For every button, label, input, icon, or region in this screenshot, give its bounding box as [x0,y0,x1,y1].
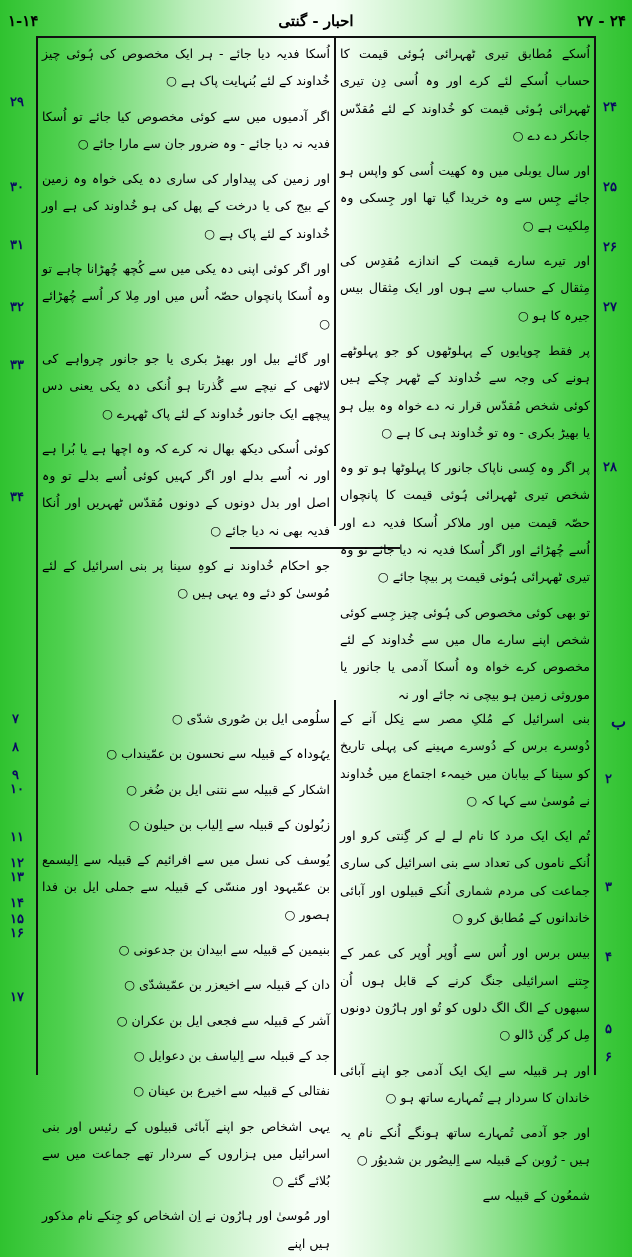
verse-number: ۱۳ [10,870,24,885]
verse-text: جو احکام خُداوند نے کوہِ سینا پر بنی اسرائیل کے لئے مُوسیٰ کو دئے وہ یہی ہیں ○ [42,558,330,601]
left-chapter-ref: ۱-۱۴ [8,12,39,30]
verse-number: ۲۶ [603,240,617,255]
verse-text: زبُولون کے قبیلہ سے اِلیاب بن حیلون ○ [128,816,330,832]
verse-text: پر اگر وہ کِسی ناپاک جانور کا پہلوٹھا ہو تو وہ شخص تیری ٹھہرائی ہُوئی قیمت کا پانچواں حصّہ قیمت میں اور ملاکر اُسکا فدیہ دے اور اُسے چُھڑائے اور اگر اُسکا فدیہ نہ دیا جائے تو وہ تیری ٹھہرائی ہُوئی قیمت پر بیچا جائے ○ [340,460,590,585]
verse-text: یہی اشخاص جو اپنے آبائی قبیلوں کے رئیس اور بنی اسرائیل میں ہزاروں کے سردار تھے جماعت میں سے بُلائے گئے ○ [42,1118,330,1189]
book-title: احبار - گنتی [278,12,354,30]
verse-text: اور مُوسیٰ اور ہارُون نے اِن اشخاص کو جِنکے نام مذکور ہیں اپنے [42,1208,330,1251]
verse-number: ۳۳ [10,358,24,373]
section-mark: ب [610,712,626,731]
verse-text: اور اگر کوئی اپنی دہ یکی میں سے کُچھ چُھڑانا چاہے تو وہ اُسکا پانچواں حصّہ اُس میں اور مِلا کر اُسے چُھڑائے ○ [42,261,330,331]
bottom-right-column [340,705,590,1203]
verse-number: ۳ [605,880,612,895]
verse-text: اُسکے مُطابق تیری ٹھہرائی ہُوئی قیمت کا حساب اُسکے لئے کرے اور وہ اُسی دِن تیری ٹھہرائی ہُوئی قیمت کو خُداوند کے لئے مُقدّس جانکر دے دے ○ [340,46,590,143]
verse-text: شمعُون کے قبیلہ سے [482,1187,590,1203]
verse-number: ۲۹ [10,95,24,110]
header-rule [36,36,596,38]
verse-number: ۱۰ [10,782,24,797]
left-margin-rule [36,36,38,1075]
verse-number: ۲۷ [603,300,617,315]
verse-text: سلُومی ایل بن صُوری شدّی ○ [171,711,330,726]
right-chapter-ref: ۲۷ - ۲۴ [577,12,626,30]
center-column-rule-top [334,36,336,526]
verse-number: ۱۶ [10,926,24,941]
verse-text: اور تیرے سارے قیمت کے اندازے مُقدِس کی مِثقال کے حساب سے ہوں اور ایک مِثقال بیس جیرہ کا ہو ○ [340,253,590,323]
top-right-column [340,40,590,702]
verse-number: ۱۲ [10,856,24,871]
verse-text: اُسکا فدیہ دیا جائے - ہر ایک مخصوص کی ہُوئی چیز خُداوند کے لئے بُنہایت پاک ہے ○ [42,46,330,89]
verse-number: ۷ [12,712,19,727]
verse-number: ۲ [605,772,612,787]
verse-number: ۳۴ [10,490,24,505]
verse-number: ۶ [605,1050,612,1065]
verse-text: اور سال یوبلی میں وہ کھیت اُسی کو واپس ہو جائے جِس سے وہ خریدا گیا تھا اور جِسکی وہ مِلکیت ہے ○ [340,163,590,233]
verse-text: اگر آدمیوں میں سے کوئی مخصوص کیا جائے تو اُسکا فدیہ نہ دیا جائے - وہ ضرور جان سے مارا جائے ○ [42,108,330,151]
verse-text: نفتالی کے قبیلہ سے اخیرع بن عینان ○ [133,1083,330,1099]
bottom-left-column [42,705,330,1251]
verse-text: پر فقط چوپایوں کے پہلوٹھوں کو جو پہلوٹھے ہونے کی وجہ سے خُداوند کے ٹھہر چکے ہیں کوئی شخص مُقدّس قرار نہ دے خواہ وہ بیل ہو یا بھیڑ بکری - وہ تو خُداوند ہی کا ہے ○ [340,342,590,440]
right-margin-rule [594,36,596,1075]
verse-number: ۴ [605,950,612,965]
verse-number: ۳۲ [10,300,24,315]
verse-number: ۱۵ [10,912,24,927]
verse-text: بنی اسرائیل کے مُلکِ مصر سے نِکل آنے کے دُوسرے برس کے دُوسرے مہینے کی پہلی تاریخ کو سینا کے بیابان میں خیمہء اجتماع میں خُداوند نے مُوسیٰ سے کہا کہ ○ [340,711,590,808]
verse-number: ۱۴ [10,896,24,911]
verse-text: آشر کے قبیلہ سے فجعی ایل بن عکران ○ [116,1012,330,1028]
verse-text: اشکار کے قبیلہ سے نتنی ایل بن ضُغر ○ [126,781,330,797]
verse-text: اور گائے بیل اور بھیڑ بکری یا جو جانور چرواہے کی لاٹھی کے نیچے سے گُذرتا ہو اُنکی دہ یکی یعنی دس پیچھے ایک جانور خُداوند کے لئے پاک ٹھہرے ○ [42,350,330,421]
center-column-rule-bottom [334,700,336,1075]
verse-text: یُوسف کی نسل میں سے افرائیم کے قبیلہ سے اِلیسمع بن عمّیہود اور منسّی کے قبیلہ سے جملی ایل بن فدا ہصور ○ [42,852,330,922]
verse-number: ۳۱ [10,238,24,253]
verse-number: ۲۵ [603,180,617,195]
page-header [0,0,632,40]
verse-number: ۵ [605,1022,612,1037]
verse-text: تو بھی کوئی مخصوص کی ہُوئی چیز جِسے کوئی شخص اپنے سارے مال میں سے خُداوند کے لئے مخصوص کرے خواہ وہ اُسکا آدمی یا جانور یا موروثی زمین ہو بیچی نہ جائے اور نہ [340,604,590,702]
verse-text: اور زمین کی پیداوار کی ساری دہ یکی خواہ وہ زمین کے بیج کی یا درخت کے پھل کی ہو خُداوند کی ہے اور خُداوند کے لئے پاک ہے ○ [42,171,330,241]
verse-text: کوئی اُسکی دیکھ بھال نہ کرے کہ وہ اچھا ہے یا بُرا ہے اور نہ اُسے بدلے اور اگر کہیں کوئی اُسے بدلے تو وہ اصل اور بدل دونوں کے دونوں مُقدّس ٹھہریں اور اُنکا فدیہ بھی نہ دیا جائے ○ [42,440,330,538]
verse-number: ۲۸ [603,460,617,475]
verse-number: ۱۱ [10,830,24,845]
top-left-column [42,40,330,601]
verse-text: اور ہر قبیلہ سے ایک ایک آدمی جو اپنے آبائی خاندان کا سردار ہے تُمہارے ساتھ ہو ○ [340,1062,590,1105]
verse-text: یہُوداہ کے قبیلہ سے نحسون بن عمّینداب ○ [106,746,330,762]
verse-number: ۱۷ [10,990,24,1005]
verse-number: ۸ [12,740,19,755]
verse-text: بیس برس اور اُس سے اُوپر اُوپر کی عمر کے جِتنے اسرائیلی جنگ کرنے کے قابل ہوں اُن سبھوں کے الگ الگ دلوں کو تُو اور ہارُون دونوں مِل کر گِن ڈالو ○ [340,945,590,1043]
verse-number: ۲۴ [603,100,617,115]
verse-text: تُم ایک ایک مرد کا نام لے لے کر گِنتی کرو اور اُنکے ناموں کی تعداد سے بنی اسرائیل کی ساری جماعت کی مردم شماری اُنکے قبیلوں اور آبائی خاندانوں کے مُطابق کرو ○ [340,828,590,926]
verse-text: دان کے قبیلہ سے اخیعزر بن عمّیشدّی ○ [124,977,330,993]
verse-text: جد کے قبیلہ سے اِلیاسف بن دعوایل ○ [133,1047,330,1063]
verse-number: ۳۰ [10,180,24,195]
verse-text: بنیمین کے قبیلہ سے ابیدان بن جدعونی ○ [118,942,330,958]
verse-number: ۹ [12,768,19,783]
verse-text: اور جو آدمی تُمہارے ساتھ ہونگے اُنکے نام یہ ہیں - رُوبن کے قبیلہ سے اِلیصُور بن شدیوُر ○ [340,1125,590,1168]
